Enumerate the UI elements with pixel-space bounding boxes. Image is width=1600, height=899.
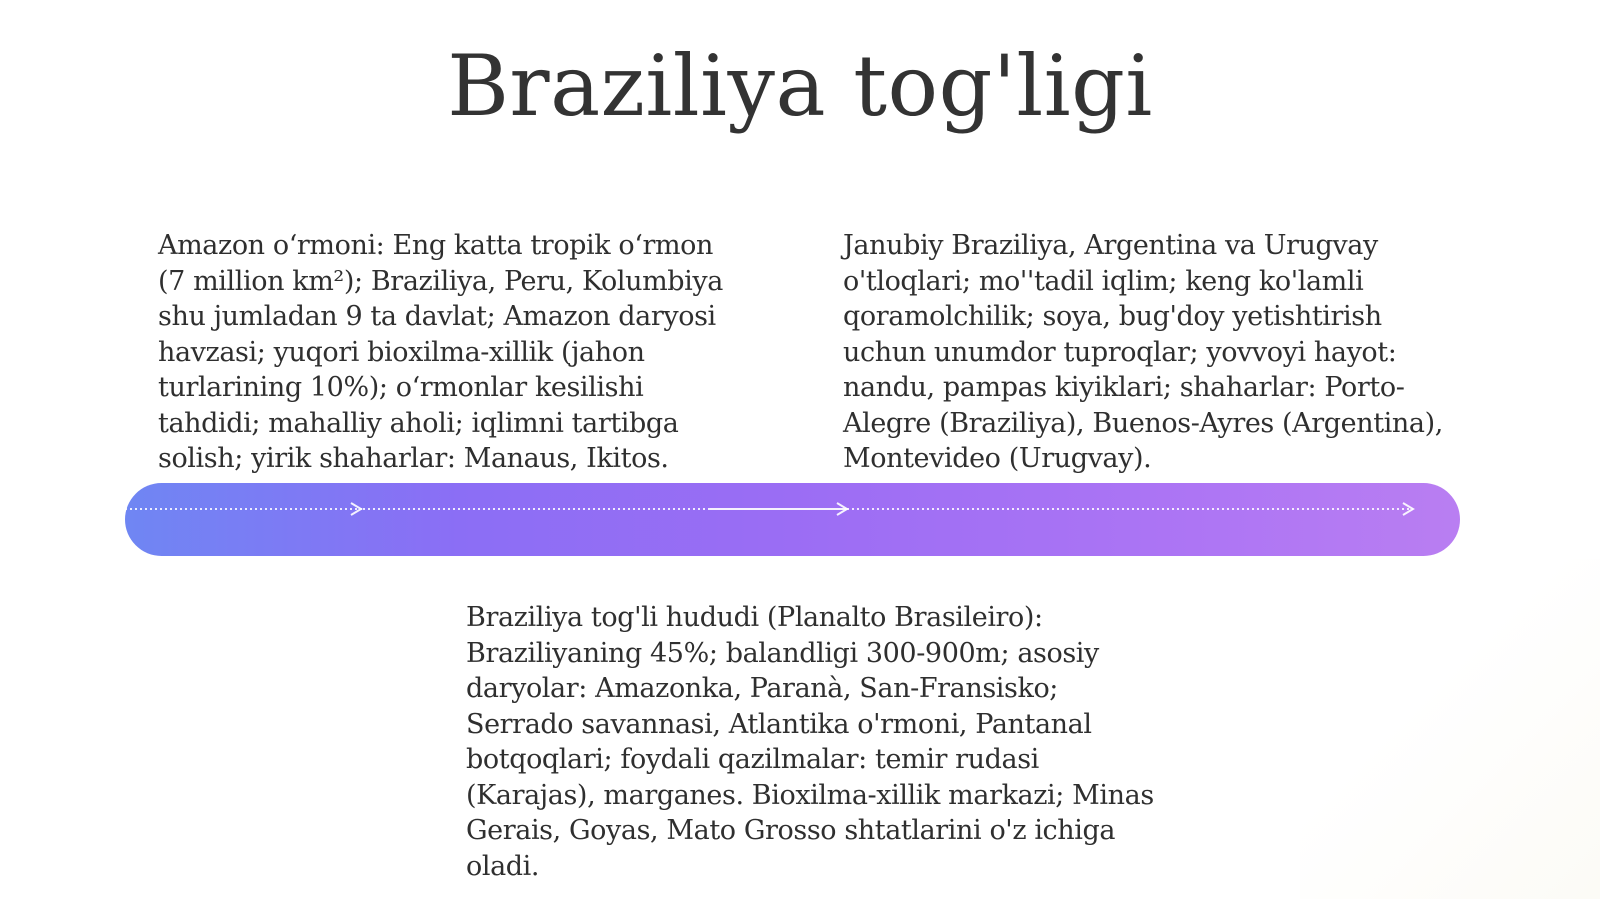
text-block-amazon: Amazon o‘rmoni: Eng katta tropik o‘rmon (7 million km²); Braziliya, Peru, Kolumbiya shu jumladan 9 ta davlat; Amazon daryosi havzasi; yuqori bioxilma-xillik (jahon turlarining 10%); o‘rmonlar kesilishi tahdidi; mahalliy aholi; iqlimni tartibga solish; yirik shaharlar: Manaus, Ikitos.: [158, 230, 723, 474]
background-accent: [1300, 559, 1600, 899]
text-block-pampas: Janubiy Braziliya, Argentina va Urugvay o'tloqlari; mo''tadil iqlim; keng ko'lamli qoramolchilik; soya, bug'doy yetishtirish uchun unumdor tuproqlar; yovvoyi hayot: nandu, pampas kiyiklari; shaharlar: Porto-Alegre (Braziliya), Buenos-Ayres (Argentina), Montevideo (Urugvay).: [843, 230, 1443, 474]
text-block-planalto: Braziliya tog'li hududi (Planalto Brasileiro): Braziliyaning 45%; balandligi 300-900m; asosiy daryolar: Amazonka, Paranà, San-Fransisko; Serrado savannasi, Atlantika o'rmoni, Pantanal botqoqlari; foydali qazilmalar: temir rudasi (Karajas), marganes. Bioxilma-xillik markazi; Minas Gerais, Goyas, Mato Grosso shtatlarini o'z ichiga oladi.: [466, 602, 1154, 882]
slide-title: Braziliya tog'ligi: [447, 37, 1153, 135]
timeline-bar: [125, 483, 1460, 556]
timeline-arrows: [125, 483, 1460, 556]
